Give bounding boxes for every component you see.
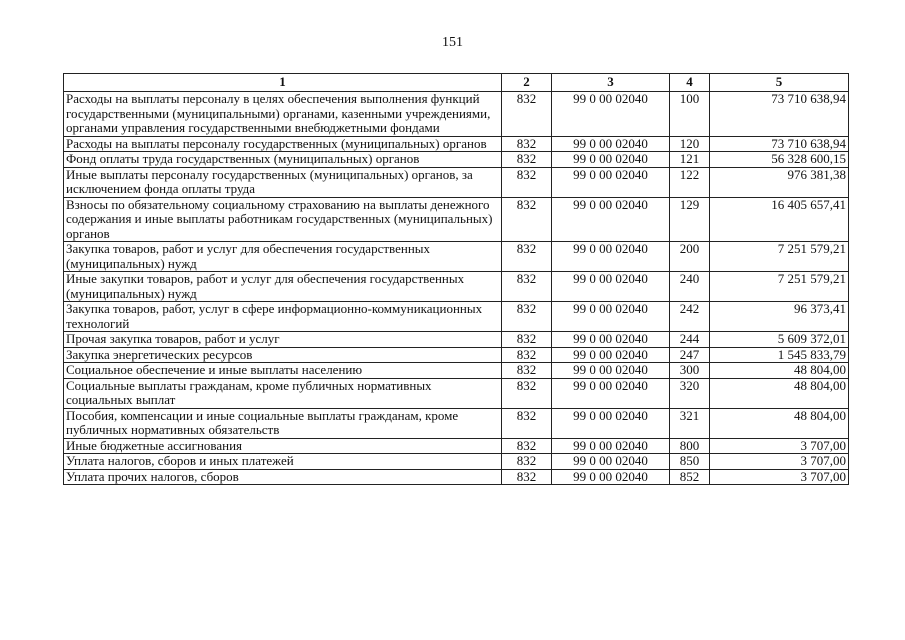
table-body [64,92,849,485]
row-name: Фонд оплаты труда государственных (муниципальных) органов [64,152,502,168]
row-article: 99 0 00 02040 [552,408,670,438]
row-name: Иные выплаты персоналу государственных (муниципальных) органов, за исключением фонда оплаты труда [64,167,502,197]
row-amount: 3 707,00 [710,469,849,485]
row-amount: 7 251 579,21 [710,272,849,302]
row-expense-type: 321 [670,408,710,438]
row-article: 99 0 00 02040 [552,92,670,137]
budget-table [63,73,849,485]
row-amount: 96 373,41 [710,302,849,332]
header-col-1: 1 [64,74,502,92]
page-number: 151 [442,35,463,50]
row-amount: 1 545 833,79 [710,347,849,363]
table-row [64,347,849,363]
header-col-2: 2 [502,74,552,92]
row-article: 99 0 00 02040 [552,469,670,485]
table-row [64,136,849,152]
row-expense-type: 800 [670,438,710,454]
table-row [64,272,849,302]
row-amount: 73 710 638,94 [710,136,849,152]
row-expense-type: 850 [670,454,710,470]
row-article: 99 0 00 02040 [552,363,670,379]
row-article: 99 0 00 02040 [552,272,670,302]
row-code: 832 [502,197,552,242]
row-article: 99 0 00 02040 [552,332,670,348]
table-row [64,363,849,379]
row-article: 99 0 00 02040 [552,347,670,363]
row-name: Уплата прочих налогов, сборов [64,469,502,485]
table-row [64,152,849,168]
row-code: 832 [502,332,552,348]
row-name: Пособия, компенсации и иные социальные выплаты гражданам, кроме публичных нормативных обязательств [64,408,502,438]
row-expense-type: 121 [670,152,710,168]
row-code: 832 [502,469,552,485]
header-col-3: 3 [552,74,670,92]
row-expense-type: 200 [670,242,710,272]
row-amount: 7 251 579,21 [710,242,849,272]
row-code: 832 [502,363,552,379]
row-name: Взносы по обязательному социальному страхованию на выплаты денежного содержания и иные выплаты работникам государственных (муниципальных) органов [64,197,502,242]
header-row [64,74,849,92]
row-code: 832 [502,378,552,408]
row-expense-type: 247 [670,347,710,363]
row-code: 832 [502,152,552,168]
row-expense-type: 100 [670,92,710,137]
row-article: 99 0 00 02040 [552,242,670,272]
row-name: Закупка товаров, работ, услуг в сфере информационно-коммуникационных технологий [64,302,502,332]
header-col-5: 5 [710,74,849,92]
table-row [64,92,849,137]
row-code: 832 [502,408,552,438]
row-expense-type: 240 [670,272,710,302]
row-expense-type: 244 [670,332,710,348]
row-article: 99 0 00 02040 [552,454,670,470]
row-code: 832 [502,302,552,332]
row-expense-type: 852 [670,469,710,485]
row-expense-type: 122 [670,167,710,197]
row-code: 832 [502,272,552,302]
row-amount: 48 804,00 [710,378,849,408]
table-row [64,408,849,438]
row-amount: 48 804,00 [710,408,849,438]
row-article: 99 0 00 02040 [552,302,670,332]
row-expense-type: 120 [670,136,710,152]
row-code: 832 [502,136,552,152]
row-amount: 16 405 657,41 [710,197,849,242]
row-amount: 73 710 638,94 [710,92,849,137]
row-name: Уплата налогов, сборов и иных платежей [64,454,502,470]
row-amount: 5 609 372,01 [710,332,849,348]
row-name: Иные закупки товаров, работ и услуг для обеспечения государственных (муниципальных) нужд [64,272,502,302]
row-name: Закупка товаров, работ и услуг для обеспечения государственных (муниципальных) нужд [64,242,502,272]
row-expense-type: 300 [670,363,710,379]
row-name: Закупка энергетических ресурсов [64,347,502,363]
row-code: 832 [502,167,552,197]
row-article: 99 0 00 02040 [552,152,670,168]
row-expense-type: 320 [670,378,710,408]
row-name: Расходы на выплаты персоналу государственных (муниципальных) органов [64,136,502,152]
row-code: 832 [502,454,552,470]
row-expense-type: 129 [670,197,710,242]
row-article: 99 0 00 02040 [552,438,670,454]
row-amount: 3 707,00 [710,438,849,454]
table-row [64,438,849,454]
row-expense-type: 242 [670,302,710,332]
row-amount: 976 381,38 [710,167,849,197]
row-name: Социальные выплаты гражданам, кроме публичных нормативных социальных выплат [64,378,502,408]
row-code: 832 [502,347,552,363]
row-name: Социальное обеспечение и иные выплаты населению [64,363,502,379]
row-article: 99 0 00 02040 [552,167,670,197]
table-row [64,242,849,272]
row-code: 832 [502,438,552,454]
table-row [64,302,849,332]
table-header [64,74,849,92]
row-amount: 48 804,00 [710,363,849,379]
row-name: Прочая закупка товаров, работ и услуг [64,332,502,348]
row-article: 99 0 00 02040 [552,378,670,408]
header-col-4: 4 [670,74,710,92]
table-row [64,378,849,408]
row-amount: 56 328 600,15 [710,152,849,168]
row-code: 832 [502,242,552,272]
row-code: 832 [502,92,552,137]
row-article: 99 0 00 02040 [552,197,670,242]
row-article: 99 0 00 02040 [552,136,670,152]
table-row [64,332,849,348]
table-row [64,197,849,242]
table-row [64,167,849,197]
row-name: Иные бюджетные ассигнования [64,438,502,454]
row-name: Расходы на выплаты персоналу в целях обеспечения выполнения функций государственными (муниципальными) органами, казенными учреждениями, органами управления государственными внебюджетными фондами [64,92,502,137]
table-row [64,454,849,470]
table-row [64,469,849,485]
row-amount: 3 707,00 [710,454,849,470]
